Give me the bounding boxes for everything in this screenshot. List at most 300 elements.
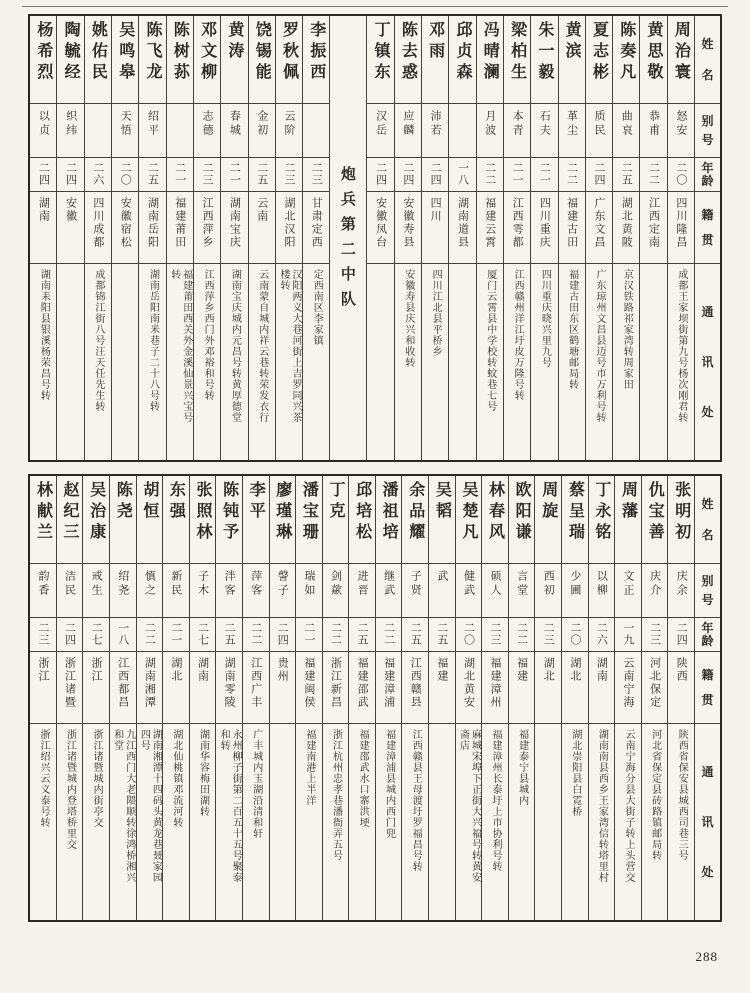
member-age-text: 二五: [146, 162, 159, 186]
member-native-text: 安徽: [64, 197, 77, 223]
member-native-text: 贵州: [276, 657, 289, 683]
member-name: [190, 476, 216, 564]
member-address-text: 浙江诸暨城内登塔桥里交: [64, 729, 76, 850]
member-native: [395, 192, 421, 264]
member-alias-text: 绍平: [146, 110, 159, 138]
member-age: [249, 158, 275, 192]
member-age-text: 二一: [169, 622, 182, 646]
member-alias: [112, 104, 138, 158]
member-age-text: 二六: [91, 162, 104, 186]
member-alias: [110, 564, 136, 618]
member-age: [276, 158, 302, 192]
member-alias: [276, 104, 302, 158]
member-alias-text: 硕人: [489, 570, 502, 598]
member-name: [276, 16, 302, 104]
member-alias-text: 健武: [462, 570, 475, 598]
member-alias-text: 子贤: [409, 570, 422, 598]
member-name-text: 黄涛: [225, 21, 243, 63]
member-native-text: 湖南零陵: [223, 657, 236, 709]
member-age-text: 二四: [64, 162, 77, 186]
member-native: [83, 652, 109, 724]
member-native: [139, 192, 165, 264]
member-column: [504, 16, 531, 460]
member-age-text: 二四: [63, 622, 76, 646]
member-column: [30, 476, 57, 920]
member-address-text: 定西南区李家镇: [311, 269, 323, 346]
member-name: [194, 16, 220, 104]
member-native-text: 福建: [515, 657, 528, 683]
member-native-text: 湖南宝庆: [228, 197, 241, 249]
member-alias-text: 石夫: [538, 110, 551, 138]
label-char: 龄: [701, 633, 714, 648]
member-age: [83, 618, 109, 652]
member-name-text: 余品耀: [406, 481, 424, 544]
member-alias: [589, 564, 615, 618]
member-address-text: 福建泰宁县城内: [516, 729, 528, 806]
label-char: 二: [340, 242, 356, 258]
member-alias: [504, 104, 530, 158]
member-alias: [216, 564, 242, 618]
member-native: [531, 192, 557, 264]
member-age: [112, 158, 138, 192]
member-native-text: 湖北: [542, 657, 555, 683]
member-native: [367, 192, 393, 264]
member-native: [57, 652, 83, 724]
member-name: [110, 476, 136, 564]
member-age-text: 二二: [382, 622, 395, 646]
member-address-text: 成都锦江街八号汪天任先生转: [92, 269, 104, 412]
member-column: [243, 476, 270, 920]
member-age: [137, 618, 163, 652]
member-column: [613, 16, 640, 460]
member-address-text: 京汉铁路祁家湾转周家田: [621, 269, 633, 390]
member-native-text: 云南: [255, 197, 268, 223]
member-address-text: 浙江绍兴云义泰号转: [37, 729, 49, 828]
member-address-text: 福建南港上半洋: [303, 729, 315, 806]
member-address-text: 厦门云霄县中学校转蚊巷七号: [484, 269, 496, 412]
member-age: [509, 618, 535, 652]
member-address: [139, 264, 165, 460]
member-age: [422, 158, 448, 192]
member-alias-text: 汉岳: [374, 110, 387, 138]
member-name-text: 杨希烈: [34, 21, 52, 84]
member-age-text: 二三: [36, 622, 49, 646]
member-name: [615, 476, 641, 564]
member-column: [249, 16, 276, 460]
member-alias: [456, 564, 482, 618]
member-address: [367, 264, 393, 460]
member-native: [504, 192, 530, 264]
member-column: [276, 16, 303, 460]
member-age-text: 二二: [515, 622, 528, 646]
member-name: [216, 476, 242, 564]
label-char: 通: [701, 305, 714, 319]
member-name: [668, 16, 694, 104]
member-age-text: 二四: [429, 162, 442, 186]
member-alias-text: 绍尧: [116, 570, 129, 598]
member-column: [367, 16, 394, 460]
row-header-address: [695, 724, 720, 920]
member-alias-text: 少圃: [568, 570, 581, 598]
member-column: [559, 16, 586, 460]
member-age: [85, 158, 111, 192]
member-native: [509, 652, 535, 724]
label-char: 兵: [340, 192, 356, 208]
page-top-rule: [22, 6, 728, 7]
member-alias-text: 继武: [382, 570, 395, 598]
member-native-text: 浙江诸暨: [63, 657, 76, 709]
member-name: [395, 16, 421, 104]
member-native-text: 湖南湘潭: [143, 657, 156, 709]
member-address: [422, 264, 448, 460]
member-native: [276, 192, 302, 264]
member-native: [249, 192, 275, 264]
member-name-text: 丁镇东: [372, 21, 390, 84]
member-column: [668, 16, 695, 460]
member-native-text: 福建邵武: [356, 657, 369, 709]
member-name-text: 李振西: [307, 21, 325, 84]
member-address: [30, 724, 56, 920]
member-native-text: 广东文昌: [592, 197, 605, 249]
member-name-text: 廖瑾琳: [273, 481, 291, 544]
member-alias: [57, 564, 83, 618]
member-alias-text: 织纬: [64, 110, 77, 138]
member-name-text: 邓文柳: [198, 21, 216, 84]
member-native-text: 福建: [435, 657, 448, 683]
member-native: [640, 192, 666, 264]
member-name: [30, 476, 56, 564]
member-address: [83, 724, 109, 920]
member-address-text: 成都王家坝街第九号杨次刚君转: [675, 269, 687, 423]
member-age-text: 二五: [356, 622, 369, 646]
member-age: [395, 158, 421, 192]
label-char: 年: [701, 161, 714, 176]
member-native: [296, 652, 322, 724]
member-alias-text: 新民: [169, 570, 182, 598]
member-address-text: 四川江北县平桥乡: [430, 269, 442, 357]
member-column: [562, 476, 589, 920]
label-char: 贯: [701, 693, 714, 707]
unit-label: [330, 16, 366, 460]
roster-table-top: [28, 14, 722, 462]
member-native-text: 浙江: [36, 657, 49, 683]
member-alias-text: 子木: [196, 570, 209, 598]
member-native-text: 安徽凤台: [374, 197, 387, 249]
member-native-text: 湖南: [595, 657, 608, 683]
member-native: [422, 192, 448, 264]
member-column: [395, 16, 422, 460]
member-age-text: 二六: [595, 622, 608, 646]
member-name-text: 吴楚凡: [459, 481, 477, 544]
member-native: [589, 652, 615, 724]
page-number: 288: [695, 949, 718, 964]
row-header-column: [695, 16, 720, 460]
member-name: [83, 476, 109, 564]
member-name-text: 邱贞森: [453, 21, 471, 84]
label-char: 年: [701, 621, 714, 636]
row-header-alias: [695, 564, 720, 618]
member-native: [456, 652, 482, 724]
member-column: [535, 476, 562, 920]
member-address: [449, 264, 475, 460]
member-name: [367, 16, 393, 104]
member-alias: [367, 104, 393, 158]
member-native: [110, 652, 136, 724]
member-address: [668, 264, 694, 460]
member-name: [531, 16, 557, 104]
member-native-text: 福建漳浦: [382, 657, 395, 709]
member-native: [642, 652, 668, 724]
member-native-text: 安徽寿县: [401, 197, 414, 249]
member-alias-text: 武: [435, 570, 448, 584]
member-alias: [249, 104, 275, 158]
member-alias-text: 质民: [592, 110, 605, 138]
member-age: [477, 158, 503, 192]
member-address: [276, 264, 302, 460]
member-age: [531, 158, 557, 192]
member-address: [167, 264, 193, 460]
member-alias-text: 革尘: [565, 110, 578, 138]
member-age: [270, 618, 296, 652]
member-alias: [163, 564, 189, 618]
member-age-text: 二三: [310, 162, 323, 186]
member-alias-text: 进晋: [356, 570, 369, 598]
member-name-text: 仇宝善: [646, 481, 664, 544]
member-age: [482, 618, 508, 652]
member-native-text: 福建闽侯: [302, 657, 315, 709]
member-alias: [449, 104, 475, 158]
member-native: [668, 192, 694, 264]
member-native: [349, 652, 375, 724]
member-native-text: 江西雩都: [511, 197, 524, 249]
member-age: [296, 618, 322, 652]
member-age-text: 一八: [116, 622, 129, 646]
label-char: 名: [701, 67, 714, 82]
member-name: [586, 16, 612, 104]
member-name: [477, 16, 503, 104]
member-alias-text: 春城: [228, 110, 241, 138]
member-age-text: 二〇: [462, 622, 475, 646]
member-native: [167, 192, 193, 264]
member-column: [586, 16, 613, 460]
member-address: [137, 724, 163, 920]
member-age-text: 二二: [483, 162, 496, 186]
member-address: [376, 724, 402, 920]
member-address: [395, 264, 421, 460]
member-alias-text: 瑞如: [302, 570, 315, 598]
member-name: [323, 476, 349, 564]
member-column: [640, 16, 667, 460]
member-address: [668, 724, 694, 920]
member-alias-text: 萍客: [249, 570, 262, 598]
member-native: [163, 652, 189, 724]
label-char: 贯: [701, 233, 714, 247]
member-age: [163, 618, 189, 652]
member-age: [194, 158, 220, 192]
member-address: [613, 264, 639, 460]
label-char: 籍: [701, 208, 714, 222]
member-address: [296, 724, 322, 920]
member-name-text: 丁克: [326, 481, 344, 523]
member-age-text: 一九: [622, 622, 635, 646]
member-column: [509, 476, 536, 920]
member-age: [668, 618, 694, 652]
member-age: [376, 618, 402, 652]
member-alias-text: 以贞: [37, 110, 50, 138]
member-alias-text: 戒生: [90, 570, 103, 598]
member-alias-text: 天悟: [119, 110, 132, 138]
member-column: [270, 476, 297, 920]
member-age: [221, 158, 247, 192]
member-name: [640, 16, 666, 104]
member-native-text: 陕西: [675, 657, 688, 683]
member-native: [482, 652, 508, 724]
member-column: [376, 476, 403, 920]
member-column: [112, 16, 139, 460]
member-age: [586, 158, 612, 192]
member-name-text: 吴治康: [87, 481, 105, 544]
member-name-text: 陈树荪: [171, 21, 189, 84]
member-age: [167, 158, 193, 192]
member-address: [57, 264, 83, 460]
member-column: [190, 476, 217, 920]
member-alias-text: 月波: [483, 110, 496, 138]
member-name-text: 陈飞龙: [144, 21, 161, 84]
member-alias: [194, 104, 220, 158]
member-address: [190, 724, 216, 920]
member-age-text: 二二: [143, 622, 156, 646]
member-column: [110, 476, 137, 920]
member-column: [323, 476, 350, 920]
member-native: [559, 192, 585, 264]
member-alias: [296, 564, 322, 618]
member-name-text: 黄滨: [563, 21, 581, 63]
member-address: [163, 724, 189, 920]
member-age-text: 二七: [90, 622, 103, 646]
member-address: [456, 724, 482, 920]
member-alias: [613, 104, 639, 158]
member-address: [243, 724, 269, 920]
member-age-text: 二五: [620, 162, 633, 186]
member-native-text: 湖北黄安: [462, 657, 475, 709]
member-alias: [509, 564, 535, 618]
member-age: [349, 618, 375, 652]
member-column: [456, 476, 483, 920]
member-address-text: 湖南湘潭十四码头黄龙巷聂家园四号: [138, 729, 162, 883]
member-alias-text: 应麟: [401, 110, 414, 138]
row-header-address: [695, 264, 720, 460]
member-address: [429, 724, 455, 920]
member-alias: [221, 104, 247, 158]
member-native: [85, 192, 111, 264]
member-alias: [57, 104, 83, 158]
member-column: [422, 16, 449, 460]
label-char: 队: [340, 292, 356, 308]
member-column: [642, 476, 669, 920]
member-alias: [535, 564, 561, 618]
member-age: [303, 158, 329, 192]
member-name: [613, 16, 639, 104]
member-address-text: 云南宁海分县大街子转上头营交: [623, 729, 635, 883]
member-alias-text: 沛若: [429, 110, 442, 138]
member-address-text: 汉阳两义大巷河街上吉罗同兴茶楼转: [277, 269, 301, 423]
member-native-text: 湖南: [37, 197, 50, 223]
member-column: [429, 476, 456, 920]
member-address-text: 江西萍乡西门外邓裕和号转: [202, 269, 214, 401]
member-age: [668, 158, 694, 192]
member-name: [249, 16, 275, 104]
member-alias: [243, 564, 269, 618]
member-age-text: 二五: [223, 622, 236, 646]
member-name-text: 陈奏凡: [617, 21, 635, 84]
member-native-text: 湖北: [568, 657, 581, 683]
member-column: [85, 16, 112, 460]
member-native-text: 江西萍乡: [201, 197, 214, 249]
member-address-text: 湖北仙桃镇邓流河转: [170, 729, 182, 828]
member-native: [221, 192, 247, 264]
member-name: [167, 16, 193, 104]
member-age-text: 二二: [249, 622, 262, 646]
member-address-text: 福建古田东区鹤塘邮局转: [566, 269, 578, 390]
member-name: [535, 476, 561, 564]
member-alias: [85, 104, 111, 158]
member-alias-text: 慎之: [143, 570, 156, 598]
member-address-text: 福建漳浦县城内西门兜: [383, 729, 395, 839]
member-column: [216, 476, 243, 920]
member-age-text: 二二: [329, 622, 342, 646]
page-content: [28, 14, 722, 922]
member-age-text: 二一: [228, 162, 241, 186]
member-name-text: 欧阳谦: [513, 481, 531, 544]
row-header-alias: [695, 104, 720, 158]
member-alias: [668, 564, 694, 618]
member-alias: [270, 564, 296, 618]
member-address: [482, 724, 508, 920]
member-column: [477, 16, 504, 460]
member-address-text: 安徽寿县庆兴和收转: [402, 269, 414, 368]
member-column: [167, 16, 194, 460]
member-alias: [139, 104, 165, 158]
member-native: [30, 192, 56, 264]
member-native: [270, 652, 296, 724]
member-name-text: 邓雨: [426, 21, 444, 63]
member-alias: [642, 564, 668, 618]
member-address-text: 浙江杭州忠孝巷潘衙弄五号: [330, 729, 342, 861]
member-name: [562, 476, 588, 564]
member-age-text: 二四: [374, 162, 387, 186]
member-name-text: 周旋: [539, 481, 557, 523]
member-alias: [531, 104, 557, 158]
member-age-text: 二〇: [119, 162, 132, 186]
member-name: [504, 16, 530, 104]
row-header-name: [695, 476, 720, 564]
member-native: [190, 652, 216, 724]
label-char: 名: [701, 527, 714, 542]
member-name-text: 潘宝珊: [300, 481, 318, 544]
member-age: [367, 158, 393, 192]
member-age: [30, 618, 56, 652]
member-address: [85, 264, 111, 460]
member-column: [137, 476, 164, 920]
member-alias-text: 怒安: [674, 110, 687, 138]
member-name: [221, 16, 247, 104]
member-name-text: 陈去惑: [399, 21, 417, 84]
label-char: 姓: [701, 37, 714, 52]
member-address: [112, 264, 138, 460]
label-char: 姓: [701, 497, 714, 512]
member-age-text: 二三: [282, 162, 295, 186]
member-alias: [429, 564, 455, 618]
